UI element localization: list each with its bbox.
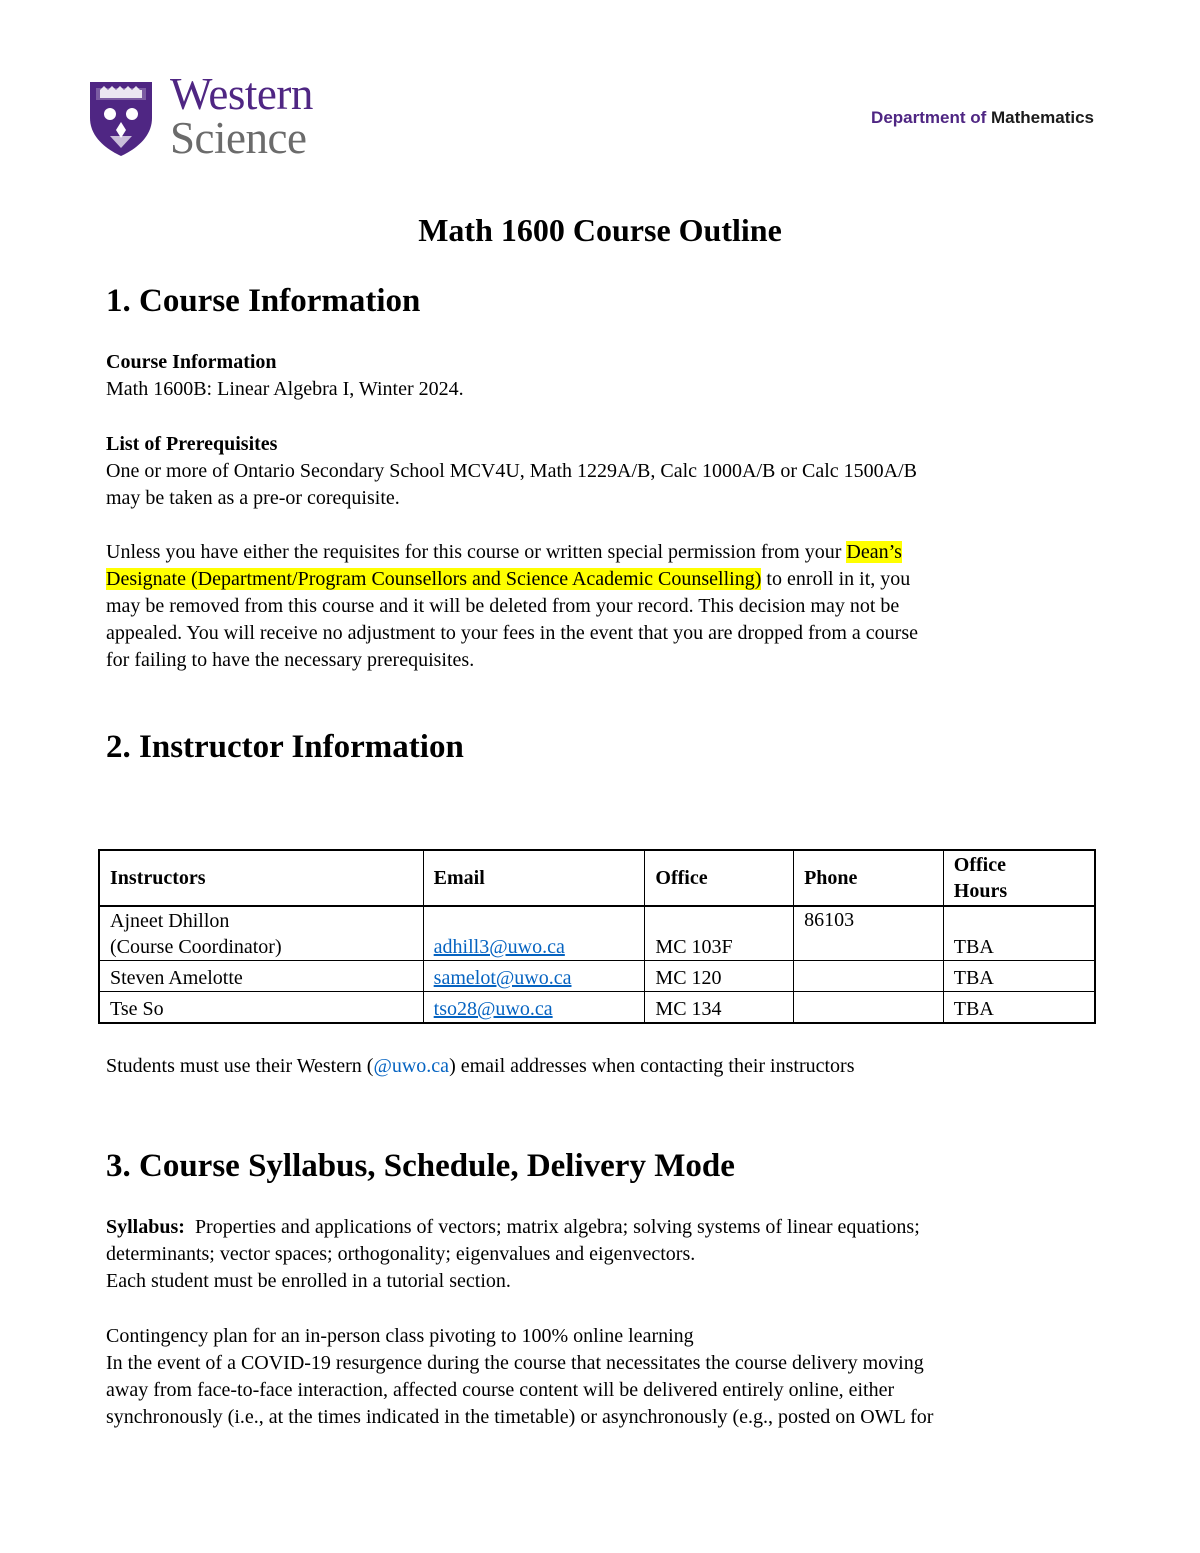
email-link[interactable]: adhill3@uwo.ca [433, 936, 565, 958]
table-header-row [99, 850, 1095, 906]
syllabus-line1: Properties and applications of vectors; matrix algebra; solving systems of linear equations; [184, 1216, 920, 1238]
table-row [99, 961, 1095, 992]
syllabus-line2: determinants; vector spaces; orthogonality; eigenvalues and eigenvectors. [106, 1243, 696, 1265]
instructor-phone: 86103 [794, 906, 944, 961]
instructor-email [423, 961, 645, 992]
contingency-line3: away from face-to-face interaction, affected course content will be delivered entirely online, either [106, 1379, 895, 1401]
email-note-start: Students must use their Western ( [106, 1055, 374, 1077]
table-row [99, 906, 1095, 961]
highlight-designate: Designate (Department/Program Counsellors and Science Academic Counselling) [106, 568, 762, 590]
section1-heading: 1. Course Information [106, 283, 421, 319]
prereq-line2: may be taken as a pre-or corequisite. [106, 487, 400, 509]
instructor-phone [794, 992, 944, 1024]
instructor-phone [794, 961, 944, 992]
contingency-line2: In the event of a COVID-19 resurgence during the course that necessitates the course delivery moving [106, 1352, 924, 1374]
header-office: Office [645, 850, 794, 906]
warning-text-start: Unless you have either the requisites for this course or written special permission from your [106, 541, 847, 563]
prereq-warning [106, 539, 1096, 674]
header-phone: Phone [794, 850, 944, 906]
instructor-name [99, 906, 423, 961]
highlight-deans: Dean’s [846, 541, 902, 563]
email-note [106, 1053, 1096, 1080]
syllabus-line3: Each student must be enrolled in a tutorial section. [106, 1270, 511, 1292]
instructor-hours: TBA [943, 961, 1095, 992]
instructor-email [423, 906, 645, 961]
table-row [99, 992, 1095, 1024]
prereq-label: List of Prerequisites [106, 433, 278, 455]
logo-line2: Science [170, 113, 307, 163]
course-info-value: Math 1600B: Linear Algebra I, Winter 2024. [106, 378, 464, 400]
prereq-line1: One or more of Ontario Secondary School MCV4U, Math 1229A/B, Calc 1000A/B or Calc 1500A/B [106, 460, 918, 482]
instructor-office: MC 103F [645, 906, 794, 961]
course-info-block [106, 349, 1096, 403]
instructor-office: MC 134 [645, 992, 794, 1024]
instructor-email [423, 992, 645, 1024]
email-link[interactable]: tso28@uwo.ca [433, 998, 553, 1020]
page-title: Math 1600 Course Outline [418, 212, 782, 248]
email-link[interactable]: samelot@uwo.ca [433, 967, 572, 989]
section3-heading: 3. Course Syllabus, Schedule, Delivery Mode [106, 1148, 735, 1184]
instructor-hours: TBA [943, 992, 1095, 1024]
western-crest-icon [88, 78, 154, 158]
contingency-line4: synchronously (i.e., at the times indicated in the timetable) or asynchronously (e.g., posted on OWL for [106, 1406, 934, 1428]
warning-line5: for failing to have the necessary prerequisites. [106, 649, 475, 671]
department-label [871, 108, 1094, 128]
instructor-name: Steven Amelotte [99, 961, 423, 992]
instructor-name-line1: Ajneet Dhillon [110, 910, 230, 932]
contingency-block [106, 1323, 1096, 1431]
warning-text-enroll: to enroll in it, you [761, 568, 911, 590]
header-office-hours-line2: Hours [953, 880, 1008, 902]
department-name: Mathematics [991, 108, 1094, 127]
contingency-line1: Contingency plan for an in-person class pivoting to 100% online learning [106, 1325, 694, 1347]
instructor-hours: TBA [943, 906, 1095, 961]
header-office-hours-line1: Office [953, 854, 1006, 876]
syllabus-label: Syllabus: [106, 1216, 185, 1238]
uwo-domain-link[interactable]: @uwo.ca [373, 1055, 450, 1077]
instructor-office: MC 120 [645, 961, 794, 992]
header-office-hours [943, 850, 1095, 906]
instructor-name: Tse So [99, 992, 423, 1024]
email-note-end: ) email addresses when contacting their instructors [449, 1055, 855, 1077]
instructor-table [98, 849, 1096, 1024]
section2-heading: 2. Instructor Information [106, 729, 464, 765]
header-email: Email [423, 850, 645, 906]
western-science-logo [88, 69, 338, 163]
warning-line4: appealed. You will receive no adjustment to your fees in the event that you are dropped from a course [106, 622, 918, 644]
header-instructors: Instructors [99, 850, 423, 906]
course-info-label: Course Information [106, 351, 277, 373]
instructor-role: (Course Coordinator) [110, 936, 282, 958]
logo-line1: Western [170, 69, 313, 119]
syllabus-block [106, 1214, 1096, 1295]
department-prefix: Department of [871, 108, 992, 127]
prereq-block [106, 431, 1096, 512]
warning-line3: may be removed from this course and it will be deleted from your record. This decision may not be [106, 595, 900, 617]
